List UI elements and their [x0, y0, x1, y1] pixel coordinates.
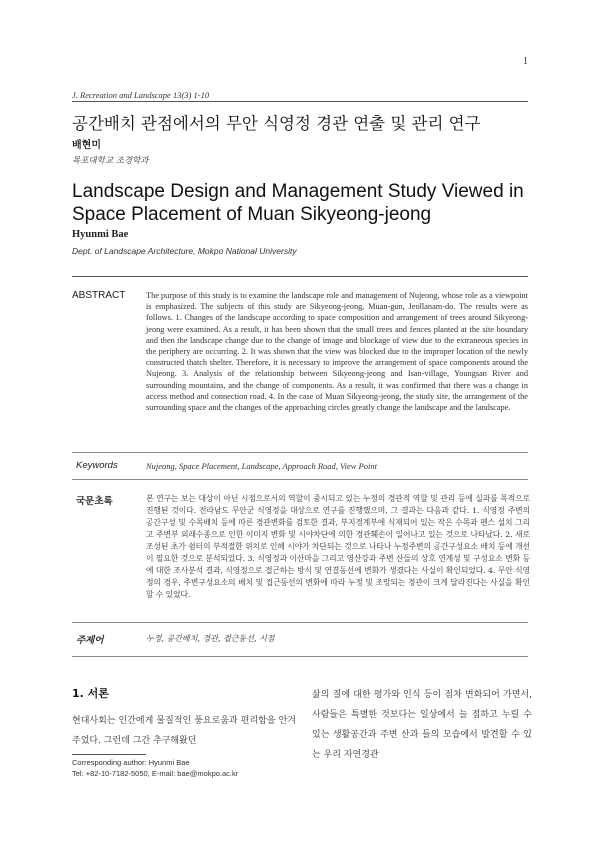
korean-title: 공간배치 관점에서의 무안 식영정 경관 연출 및 관리 연구	[72, 114, 481, 133]
journal-reference: J. Recreation and Landscape 13(3) 1-10	[72, 90, 210, 100]
keywords-label: Keywords	[76, 460, 118, 471]
english-author: Hyunmi Bae	[72, 229, 129, 240]
header-divider	[72, 101, 528, 102]
keywords-text: Nujeong, Space Placement, Landscape, Approach Road, View Point	[146, 461, 377, 471]
korean-affiliation: 목포대학교 조경학과	[72, 156, 149, 166]
abstract-divider	[72, 276, 528, 277]
english-title: Landscape Design and Management Study Viewed in Space Placement of Muan Sikyeong-jeong	[72, 181, 524, 225]
footnote-contact: Tel: +82-10-7182-5050, E-mail: bae@mokpo.ac.kr	[72, 769, 239, 778]
body-text-right: 삶의 질에 대한 평가와 인식 등이 점차 변화되어 가면서, 사람들은 특별한 것보다는 일상에서 늘 접하고 누릴 수 있는 생활공간과 주변 산과 들의 모습에서 발견할 수 있는 우리 자연경관	[312, 690, 532, 760]
korean-abstract-text: 본 연구는 보는 대상이 아닌 시점으로서의 역할이 중시되고 있는 누정의 경관적 역할 및 관리 등에 실과를 목적으로 진행된 것이다. 전라남도 무안군 식영정을 대상으로 연구를 진행했으며, 그 결과는 다음과 같다. 1. 식영정 주변의 공간구성 및 수목배치 등에 따른 경관변화를 검토한 결과, 부지경계부에 식재되어 있는 작은 수목과 펜스 설치 그리고 주변부 외래수종으로 인한 이미지 변화 및 시야차단에 의한 경관훼손이 일어나고 있는 것으로 나타났다. 2. 새로 조성된 초가 쉼터의 부적절한 위치로 인해 시야가 차단되는 것으로 나타나 누정주변의 공간구성요소 배치 등에 개선이 필요한 것으로 분석되었다. 3. 식영정과 이산마을 그리고 영산강과 주변 산들의 상호 연계성 및 구성요소 변화 등에 대한 조사분석 결과, 식영정으로 접근하는 방식 및 연결동선에 변화가 생겼다는 사실이 확인되었다. 4. 무안 식영정의 경우, 주변구성요소의 배치 및 접근동선의 변화에 따라 누정 및 조망되는 경관이 크게 달라진다는 사실을 확인할 수 있었다.	[146, 494, 530, 599]
subject-divider-top	[72, 622, 528, 623]
body-text-left: 현대사회는 인간에게 물질적인 풍요로움과 편리함을 안겨주었다. 그런데 그간 추구해왔던	[72, 716, 296, 746]
keywords-divider-bottom	[72, 479, 528, 480]
page-number: 1	[523, 56, 528, 67]
footnote-author: Corresponding author: Hyunmi Bae	[72, 758, 190, 767]
korean-author: 배현미	[72, 140, 101, 151]
subject-words-text: 누정, 공간배치, 경관, 접근동선, 시점	[146, 634, 275, 643]
english-affiliation: Dept. of Landscape Architecture, Mokpo National University	[72, 246, 297, 256]
footnote	[72, 757, 238, 779]
korean-abstract-label: 국문초록	[76, 496, 113, 507]
section-heading: 1. 서론	[72, 687, 109, 700]
abstract-text: The purpose of this study is to examine the landscape role and management of Nujeong, whose role as a viewpoint is emphasized. The subjects of this study are Sikyeong-jeong, Muan-gun, Jeollanam-do. The results were as follows. 1. Changes of the landscape according to space composition and arrangement of trees around Sikyeong-jeong were examined. As a result, it has been shown that the small trees and fences planted at the site boundary and then the landscape change due to the change of image and blockage of view due to the extraneous species in the periphery are occurring. 2. It was shown that the view was blocked due to the improper location of the newly constructed thatch shelter. Therefore, it is necessary to improve the arrangement of space components around the Nujeong. 3. Analysis of the relationship between Sikyeong-jeong and Isan-village, Youngsan River and surrounding mountains, and the change of components. As a result, it was confirmed that there was a change in access method and connection road. 4. In the case of Muan Sikyeong-jeong, the study site, the arrangement of the surrounding space and the changes of the approaching circles greatly change the landscape and the landscape.	[146, 291, 528, 413]
keywords-divider-top	[72, 452, 528, 453]
subject-words-label: 주제어	[76, 635, 104, 646]
abstract-label: ABSTRACT	[72, 290, 126, 301]
footnote-divider	[72, 754, 146, 755]
subject-divider-bottom	[72, 656, 528, 657]
